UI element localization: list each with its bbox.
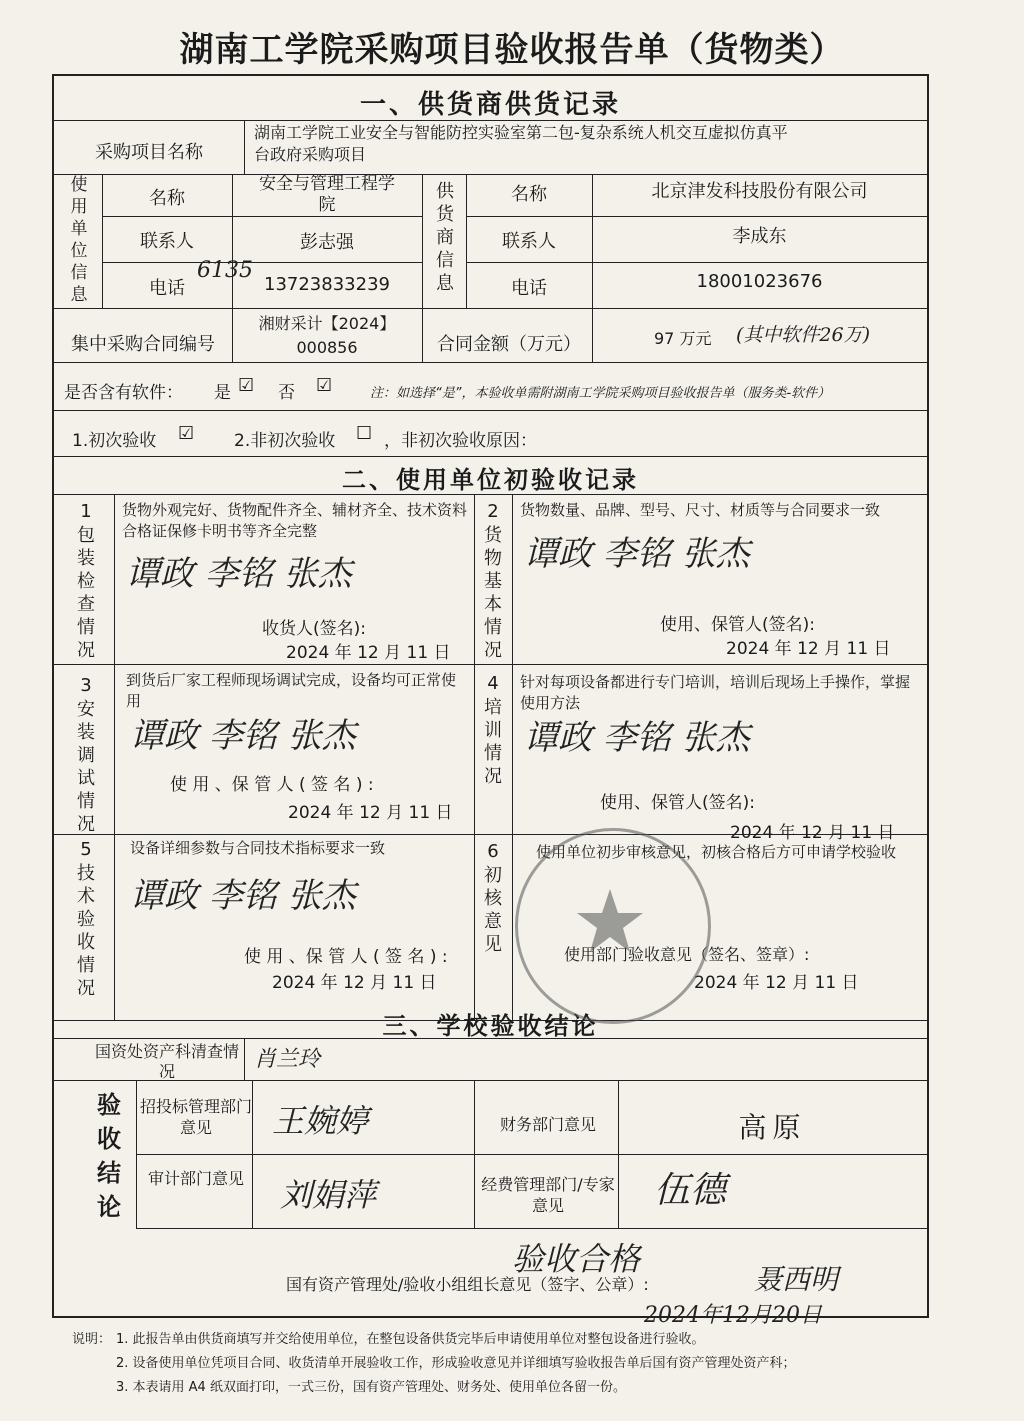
final-opinion-label: 国有资产管理处/验收小组组长意见（签字、公章）: — [286, 1275, 649, 1294]
finance-label: 财务部门意见 — [499, 1115, 596, 1134]
cell2-date: 2024 年 12 月 11 日 — [726, 639, 891, 659]
final-opinion-signature: 聂西明 — [754, 1263, 839, 1296]
cell2-sign-label: 使用、保管人(签名): — [660, 615, 815, 635]
official-stamp — [515, 828, 711, 1024]
cell4-number: 4 — [487, 673, 499, 694]
first-check-label: 1.初次验收 — [72, 431, 157, 451]
supplier-info-label: 供 货 商 信 息 — [436, 181, 454, 294]
cell5-text: 设备详细参数与合同技术指标要求一致 — [130, 839, 386, 857]
funding-label: 经费管理部门/专家意见 — [481, 1175, 615, 1215]
cell1-date: 2024 年 12 月 11 日 — [286, 643, 451, 663]
cell6-label: 初 核 意 见 — [484, 865, 502, 955]
first-check-checkbox[interactable]: ☑ — [178, 423, 195, 444]
software-yes-label: 是 — [214, 383, 231, 403]
user-unit-name — [232, 174, 422, 216]
cell2-signatures: 谭政 李铭 张杰 — [524, 534, 750, 574]
notes-prefix: 说明： — [72, 1332, 112, 1347]
project-name-line1: 湖南工学院工业安全与智能防控实验室第二包-复杂系统人机交互虚拟仿真平 — [254, 123, 788, 142]
note-3: 3. 本表请用 A4 纸双面打印，一式三份，国有资产管理处、财务处、使用单位各留一份。 — [116, 1380, 626, 1395]
user-unit-info-label: 使 用 单 位 信 息 — [70, 175, 88, 305]
cell6-number: 6 — [487, 841, 499, 862]
cell3-label: 安 装 调 试 情 况 — [77, 699, 95, 835]
user-contact-label: 联系人 — [140, 231, 194, 252]
bidding-label: 招投标管理部门意见 — [140, 1097, 253, 1137]
contract-number — [232, 312, 422, 360]
user-unit-name-line1: 安全与管理工程学 — [259, 174, 395, 194]
non-first-check-label: 2.非初次验收 — [234, 431, 336, 451]
cell6-date: 2024 年 12 月 11 日 — [694, 973, 859, 993]
supplier-name-value: 北京津发科技股份有限公司 — [651, 181, 868, 202]
section2-heading: 二、使用单位初验收记录 — [342, 465, 639, 494]
cell3-number: 3 — [80, 675, 92, 696]
cell3-date: 2024 年 12 月 11 日 — [288, 803, 453, 823]
project-name-label: 采购项目名称 — [95, 142, 203, 163]
note-1: 1. 此报告单由供货商填写并交给使用单位，在整包设备供货完毕后申请使用单位对整包设备进行验收。 — [116, 1332, 705, 1347]
software-no-checkbox[interactable]: ☑ — [316, 375, 333, 396]
supplier-phone-label: 电话 — [511, 278, 547, 299]
contract-number-line1: 湘财采计【2024】 — [258, 314, 396, 333]
non-first-check-reason: ，非初次验收原因： — [384, 431, 537, 451]
contract-amount-label: 合同金额（万元） — [437, 334, 581, 355]
audit-signature: 刘娟萍 — [280, 1176, 377, 1214]
contract-number-label: 集中采购合同编号 — [71, 334, 215, 355]
finance-signature: 高原 — [738, 1111, 807, 1144]
cell2-number: 2 — [487, 501, 499, 522]
cell3-sign-label: 使 用 、保 管 人 ( 签 名 ) : — [170, 775, 374, 795]
cell3-signatures: 谭政 李铭 张杰 — [130, 716, 356, 756]
contract-amount-value: 97 万元 — [654, 329, 712, 348]
non-first-check-checkbox[interactable]: ☐ — [356, 423, 373, 444]
section3-heading: 三、学校验收结论 — [382, 1011, 599, 1040]
cell1-number: 1 — [80, 501, 92, 522]
cell5-date: 2024 年 12 月 11 日 — [272, 973, 437, 993]
funding-signature: 伍德 — [654, 1170, 727, 1211]
user-contact-value: 彭志强 — [300, 232, 354, 253]
cell1-label: 包 装 检 查 情 况 — [77, 525, 95, 661]
document-title: 湖南工学院采购项目验收报告单（货物类） — [179, 30, 845, 70]
user-unit-name-line2: 院 — [318, 195, 336, 215]
cell1-signatures: 谭政 李铭 张杰 — [126, 554, 352, 594]
cell2-label: 货 物 基 本 情 况 — [484, 525, 502, 661]
asset-check-signature: 肖兰玲 — [254, 1047, 321, 1072]
supplier-name-label: 名称 — [511, 184, 547, 205]
cell5-label: 技 术 验 收 情 况 — [77, 863, 95, 999]
audit-label: 审计部门意见 — [147, 1169, 244, 1188]
conclusion-label: 验 收 结 论 — [97, 1091, 121, 1221]
stamp-star-icon — [518, 831, 702, 1015]
cell1-sign-label: 收货人(签名): — [262, 619, 366, 639]
project-name-line2: 台政府采购项目 — [254, 145, 367, 164]
cell5-sign-label: 使 用 、保 管 人 ( 签 名 ) : — [244, 947, 448, 967]
section1-heading: 一、供货商供货记录 — [359, 90, 621, 120]
software-note: 注：如选择“是”，本验收单需附湖南工学院采购项目验收报告单（服务类-软件） — [370, 386, 831, 401]
cell4-date: 2024 年 12 月 11 日 — [730, 823, 895, 843]
user-name-label: 名称 — [149, 188, 185, 209]
cell1-text: 货物外观完好、货物配件齐全、辅材齐全、技术资料合格证保修卡明书等齐全完整 — [122, 501, 468, 540]
cell4-label: 培 训 情 况 — [484, 697, 502, 787]
final-opinion-handwritten: 验收合格 — [512, 1240, 641, 1278]
supplier-contact-value: 李成东 — [732, 226, 787, 247]
contract-number-line2: 000856 — [296, 338, 358, 357]
software-question: 是否含有软件： — [64, 383, 183, 403]
cell5-number: 5 — [80, 839, 92, 860]
user-phone-value: 13723833239 — [264, 274, 390, 295]
final-opinion-date: 2024年12月20日 — [644, 1303, 822, 1328]
user-phone-label: 电话 — [149, 278, 185, 299]
cell6-text: 使用单位初步审核意见，初核合格后方可申请学校验收 — [536, 843, 897, 861]
note-2: 2. 设备使用单位凭项目合同、收货清单开展验收工作，形成验收意见并详细填写验收报告单后国有资产管理处资产科； — [116, 1356, 796, 1371]
cell2-text: 货物数量、品牌、型号、尺寸、材质等与合同要求一致 — [520, 501, 881, 519]
cell4-sign-label: 使用、保管人(签名): — [600, 793, 755, 813]
software-no-label: 否 — [278, 383, 295, 403]
cell5-signatures: 谭政 李铭 张杰 — [130, 876, 356, 916]
cell4-text: 针对每项设备都进行专门培训，培训后现场上手操作，掌握使用方法 — [520, 673, 911, 712]
cell6-sign-label: 使用部门验收意见（签名、签章）: — [564, 945, 810, 964]
supplier-phone-value: 18001023676 — [696, 271, 823, 292]
asset-check-label: 国资处资产科清查情况 — [94, 1042, 239, 1081]
contract-amount-handwritten: (其中软件26万) — [736, 324, 871, 346]
bidding-signature: 王婉婷 — [272, 1102, 369, 1140]
cell4-signatures: 谭政 李铭 张杰 — [524, 718, 750, 758]
supplier-contact-label: 联系人 — [502, 231, 556, 252]
report-form — [52, 74, 929, 1328]
cell3-text: 到货后厂家工程师现场调试完成，设备均可正常使用 — [126, 671, 457, 710]
software-yes-checkbox[interactable]: ☑ — [238, 375, 255, 396]
user-phone-handwritten: 6135 — [197, 258, 253, 283]
